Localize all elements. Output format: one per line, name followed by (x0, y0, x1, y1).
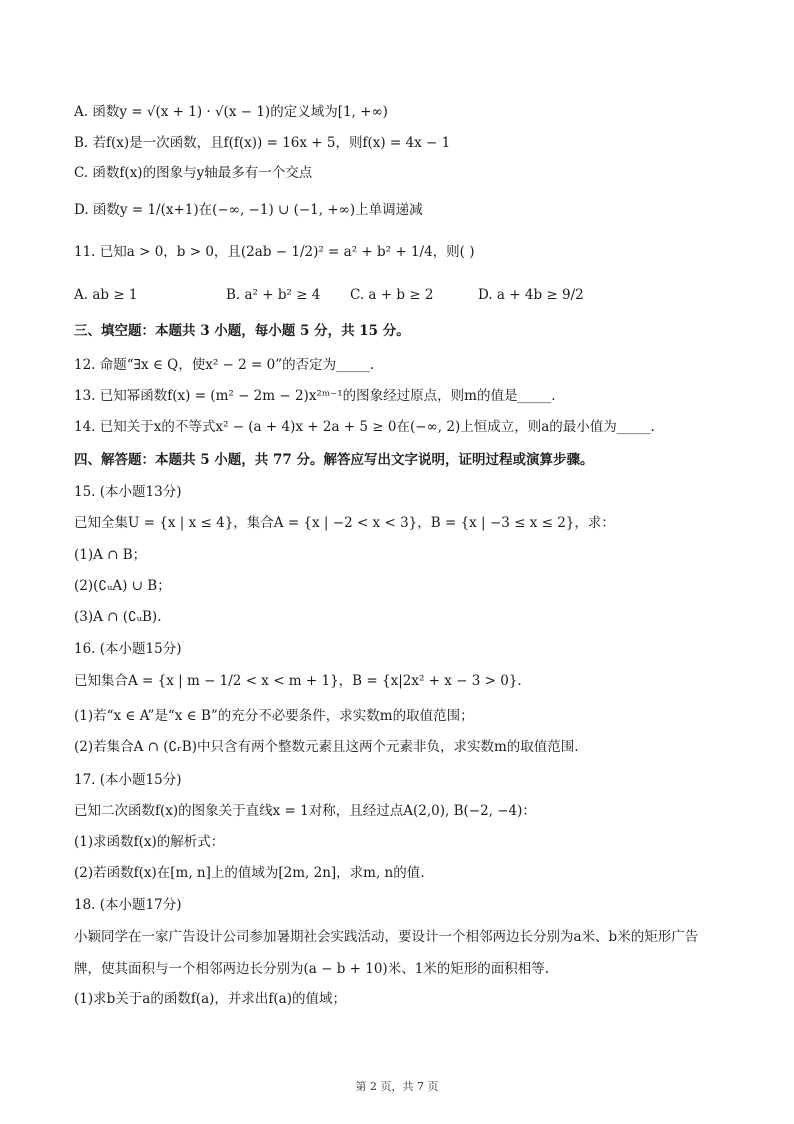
text-line: 18. (本小题17分) (74, 897, 182, 913)
text-line: (2)若集合A ∩ (∁ᵣB)中只含有两个整数元素且这两个元素非负，求实数m的取值范围. (74, 739, 579, 755)
text-line: 12. 命题“∃x ∈ Q，使x² − 2 = 0”的否定为_____. (74, 357, 375, 373)
text-line: B. 若f(x)是一次函数，且f(f(x)) = 16x + 5，则f(x) = 4x − 1 (74, 135, 451, 151)
text-line: 13. 已知幂函数f(x) = (m² − 2m − 2)x²ᵐ⁻¹的图象经过原点，则m的值是_____. (74, 388, 556, 404)
text-line: (1)A ∩ B； (74, 547, 147, 563)
text-line: (2)(∁ᵤA) ∪ B； (74, 578, 171, 594)
text-line: 小颖同学在一家广告设计公司参加暑期社会实践活动，要设计一个相邻两边长分别为a米、b米的矩形广告 (74, 929, 699, 945)
text-line: 已知集合A = {x | m − 1/2 < x < m + 1}，B = {x|2x² + x − 3 > 0}. (74, 673, 522, 689)
text-line: C. 函数f(x)的图象与y轴最多有一个交点 (74, 165, 313, 181)
text-line: 14. 已知关于x的不等式x² − (a + 4)x + 2a + 5 ≥ 0在(−∞, 2)上恒成立，则a的最小值为_____. (74, 419, 655, 435)
text-line: 15. (本小题13分) (74, 484, 182, 500)
text-line: (1)求b关于a的函数f(a)，并求出f(a)的值域； (74, 991, 346, 1007)
text-line: 17. (本小题15分) (74, 772, 182, 788)
text-line: 牌，使其面积与一个相邻两边长分别为(a − b + 10)米、1米的矩形的面积相等. (74, 961, 550, 977)
section-heading: 三、填空题：本题共 3 小题，每小题 5 分，共 15 分。 (74, 323, 410, 339)
text-line: (3)A ∩ (∁ᵤB). (74, 609, 162, 625)
text-line: 已知全集U = {x | x ≤ 4}，集合A = {x | −2 < x < 3}，B = {x | −3 ≤ x ≤ 2}，求： (74, 515, 615, 531)
option-b: B. a² + b² ≥ 4 (226, 287, 321, 303)
text-line: (2)若函数f(x)在[m, n]上的值域为[2m, 2n]，求m, n的值. (74, 865, 425, 881)
text-line: (1)求函数f(x)的解析式： (74, 834, 225, 850)
text-line: 16. (本小题15分) (74, 641, 182, 657)
section-heading: 四、解答题：本题共 5 小题，共 77 分。解答应写出文字说明，证明过程或演算步骤。 (74, 452, 594, 468)
page-footer: 第 2 页，共 7 页 (355, 1080, 439, 1093)
text-line: A. 函数y = √(x + 1) · √(x − 1)的定义域为[1, +∞) (74, 104, 388, 120)
option-a: A. ab ≥ 1 (74, 287, 138, 303)
text-line: 11. 已知a > 0，b > 0，且(2ab − 1/2)² = a² + b² + 1/4，则( ) (74, 244, 475, 260)
option-c: C. a + b ≥ 2 (350, 287, 434, 303)
text-line: (1)若“x ∈ A”是“x ∈ B”的充分不必要条件，求实数m的取值范围； (74, 708, 474, 724)
text-line: D. 函数y = 1/(x+1)在(−∞, −1) ∪ (−1, +∞)上单调递减 (74, 202, 423, 218)
option-d: D. a + 4b ≥ 9/2 (478, 287, 584, 303)
text-line: 已知二次函数f(x)的图象关于直线x = 1对称，且经过点A(2,0), B(−2, −4)： (74, 803, 536, 819)
